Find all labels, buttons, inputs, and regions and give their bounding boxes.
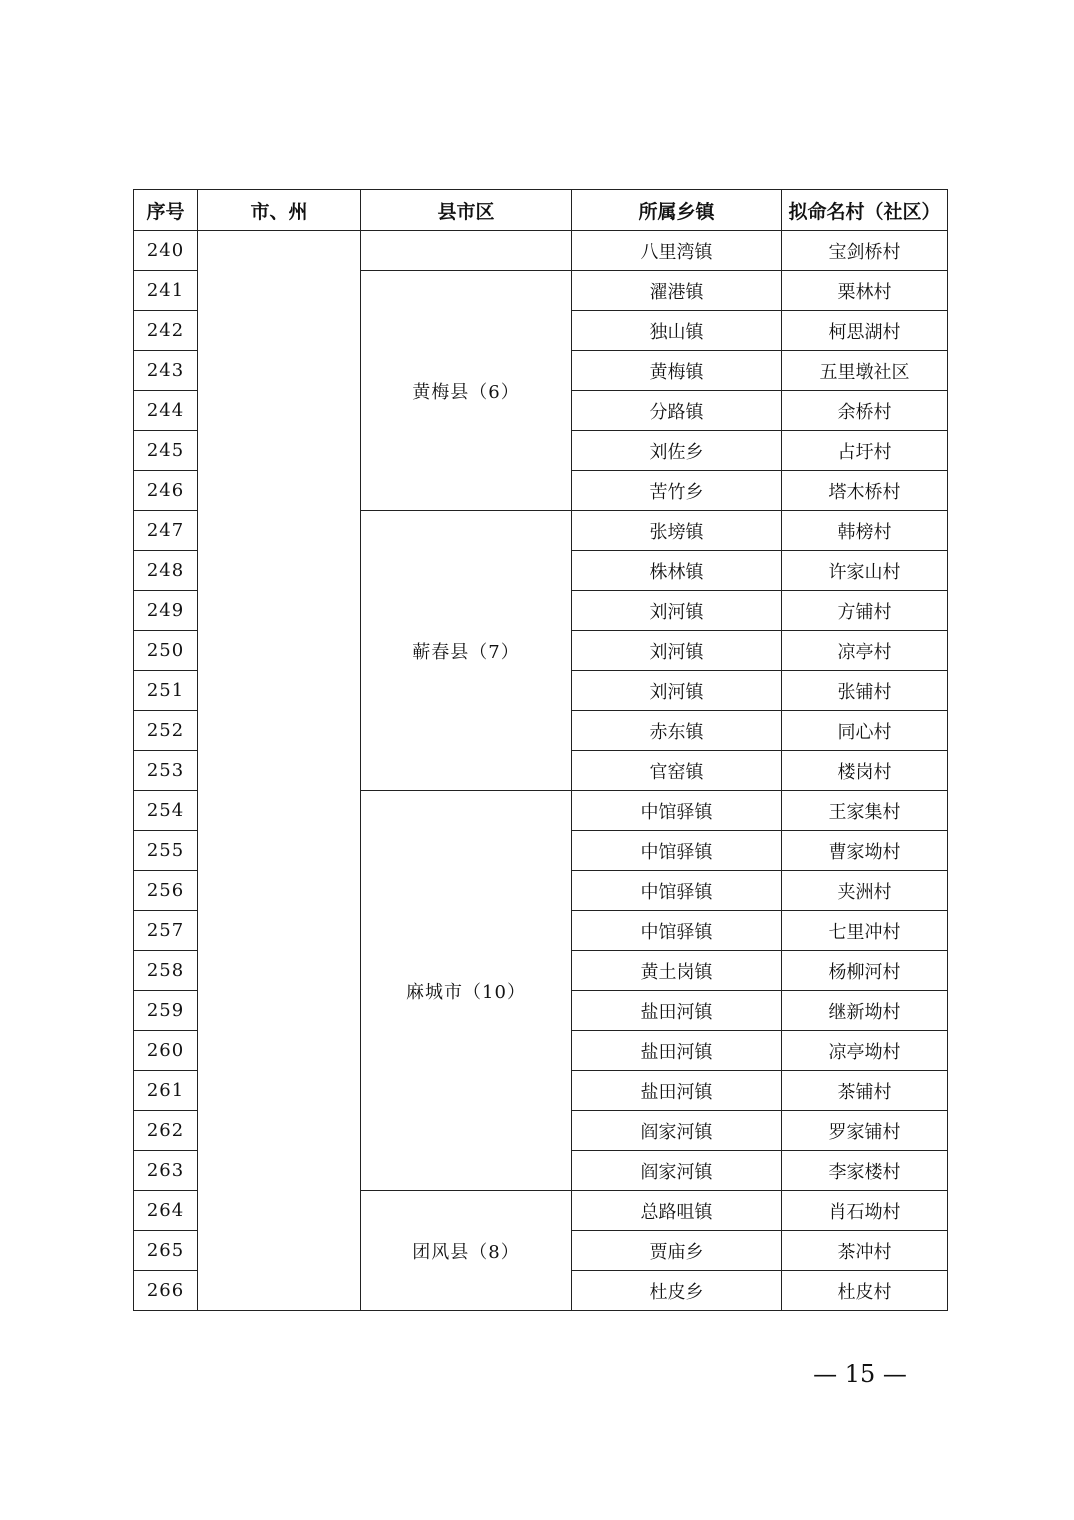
town-cell: 贾庙乡 xyxy=(572,1231,782,1271)
town-cell: 独山镇 xyxy=(572,311,782,351)
town-cell: 总路咀镇 xyxy=(572,1191,782,1231)
county-cell-tuanfeng: 团风县（8） xyxy=(361,1191,572,1311)
seq-cell: 258 xyxy=(134,951,198,991)
village-cell: 韩榜村 xyxy=(782,511,948,551)
seq-cell: 245 xyxy=(134,431,198,471)
village-cell: 杨柳河村 xyxy=(782,951,948,991)
town-cell: 苦竹乡 xyxy=(572,471,782,511)
seq-cell: 261 xyxy=(134,1071,198,1111)
village-cell: 占圩村 xyxy=(782,431,948,471)
header-village: 拟命名村（社区） xyxy=(782,190,948,231)
town-cell: 中馆驿镇 xyxy=(572,791,782,831)
town-cell: 盐田河镇 xyxy=(572,1031,782,1071)
seq-cell: 253 xyxy=(134,751,198,791)
seq-cell: 240 xyxy=(134,231,198,271)
village-cell: 张铺村 xyxy=(782,671,948,711)
town-cell: 分路镇 xyxy=(572,391,782,431)
village-cell: 同心村 xyxy=(782,711,948,751)
county-cell-empty xyxy=(361,231,572,271)
town-cell: 中馆驿镇 xyxy=(572,911,782,951)
town-cell: 张塝镇 xyxy=(572,511,782,551)
seq-cell: 244 xyxy=(134,391,198,431)
village-cell: 肖石坳村 xyxy=(782,1191,948,1231)
seq-cell: 252 xyxy=(134,711,198,751)
seq-cell: 255 xyxy=(134,831,198,871)
village-cell: 栗林村 xyxy=(782,271,948,311)
town-cell: 盐田河镇 xyxy=(572,991,782,1031)
page-number: — 15 — xyxy=(813,1360,907,1388)
village-cell: 余桥村 xyxy=(782,391,948,431)
village-cell: 罗家铺村 xyxy=(782,1111,948,1151)
town-cell: 刘河镇 xyxy=(572,671,782,711)
town-cell: 株林镇 xyxy=(572,551,782,591)
header-town: 所属乡镇 xyxy=(572,190,782,231)
town-cell: 濯港镇 xyxy=(572,271,782,311)
village-cell: 柯思湖村 xyxy=(782,311,948,351)
village-cell: 茶冲村 xyxy=(782,1231,948,1271)
town-cell: 阎家河镇 xyxy=(572,1111,782,1151)
village-cell: 宝剑桥村 xyxy=(782,231,948,271)
village-cell: 曹家坳村 xyxy=(782,831,948,871)
village-cell: 茶铺村 xyxy=(782,1071,948,1111)
seq-cell: 251 xyxy=(134,671,198,711)
village-cell: 凉亭坳村 xyxy=(782,1031,948,1071)
seq-cell: 263 xyxy=(134,1151,198,1191)
town-cell: 中馆驿镇 xyxy=(572,871,782,911)
seq-cell: 248 xyxy=(134,551,198,591)
seq-cell: 242 xyxy=(134,311,198,351)
village-cell: 许家山村 xyxy=(782,551,948,591)
village-cell: 七里冲村 xyxy=(782,911,948,951)
town-cell: 黄土岗镇 xyxy=(572,951,782,991)
seq-cell: 259 xyxy=(134,991,198,1031)
village-cell: 塔木桥村 xyxy=(782,471,948,511)
town-cell: 杜皮乡 xyxy=(572,1271,782,1311)
village-cell: 夹洲村 xyxy=(782,871,948,911)
town-cell: 刘河镇 xyxy=(572,631,782,671)
town-cell: 阎家河镇 xyxy=(572,1151,782,1191)
seq-cell: 254 xyxy=(134,791,198,831)
city-cell xyxy=(198,231,361,1311)
seq-cell: 260 xyxy=(134,1031,198,1071)
town-cell: 八里湾镇 xyxy=(572,231,782,271)
table-header-row xyxy=(134,190,948,231)
village-cell: 继新坳村 xyxy=(782,991,948,1031)
county-cell-qichun: 蕲春县（7） xyxy=(361,511,572,791)
town-cell: 中馆驿镇 xyxy=(572,831,782,871)
village-cell: 方铺村 xyxy=(782,591,948,631)
village-cell: 五里墩社区 xyxy=(782,351,948,391)
seq-cell: 257 xyxy=(134,911,198,951)
seq-cell: 264 xyxy=(134,1191,198,1231)
town-cell: 赤东镇 xyxy=(572,711,782,751)
county-cell-huangmei: 黄梅县（6） xyxy=(361,271,572,511)
village-cell: 凉亭村 xyxy=(782,631,948,671)
header-city: 市、州 xyxy=(198,190,361,231)
town-cell: 官窑镇 xyxy=(572,751,782,791)
header-county: 县市区 xyxy=(361,190,572,231)
village-cell: 楼岗村 xyxy=(782,751,948,791)
seq-cell: 247 xyxy=(134,511,198,551)
seq-cell: 246 xyxy=(134,471,198,511)
county-cell-macheng: 麻城市（10） xyxy=(361,791,572,1191)
seq-cell: 266 xyxy=(134,1271,198,1311)
table-row xyxy=(134,231,948,271)
village-roster-table xyxy=(133,189,948,1311)
town-cell: 刘佐乡 xyxy=(572,431,782,471)
header-seq: 序号 xyxy=(134,190,198,231)
town-cell: 刘河镇 xyxy=(572,591,782,631)
town-cell: 黄梅镇 xyxy=(572,351,782,391)
seq-cell: 256 xyxy=(134,871,198,911)
seq-cell: 265 xyxy=(134,1231,198,1271)
seq-cell: 243 xyxy=(134,351,198,391)
seq-cell: 250 xyxy=(134,631,198,671)
village-cell: 杜皮村 xyxy=(782,1271,948,1311)
town-cell: 盐田河镇 xyxy=(572,1071,782,1111)
village-cell: 李家楼村 xyxy=(782,1151,948,1191)
seq-cell: 249 xyxy=(134,591,198,631)
village-cell: 王家集村 xyxy=(782,791,948,831)
seq-cell: 262 xyxy=(134,1111,198,1151)
seq-cell: 241 xyxy=(134,271,198,311)
